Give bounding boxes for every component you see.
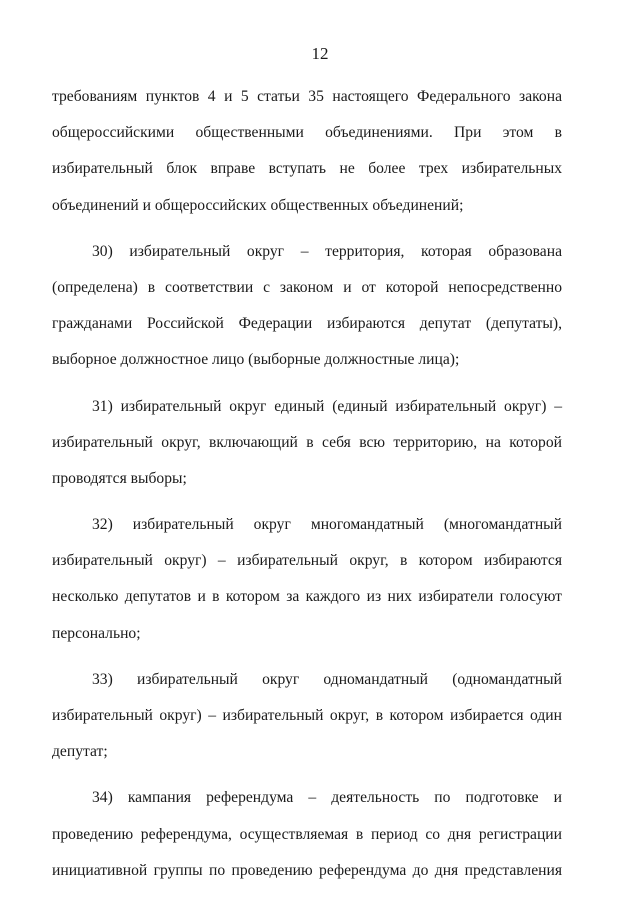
text-line: 30) избирательный округ – территория, которая образована <box>92 242 562 260</box>
text-line: инициативной группы по проведению референдума до дня представления <box>52 861 562 879</box>
text-line: избирательный округ, включающий в себя всю территорию, на которой <box>52 433 562 451</box>
text-line: избирательный округ) – избирательный округ, в котором избираются <box>52 552 562 570</box>
paragraph-33 <box>52 662 562 771</box>
text-line: несколько депутатов и в котором за каждого из них избиратели голосуют <box>52 588 562 606</box>
paragraph-30 <box>52 234 562 379</box>
text-line: избирательный округ) – избирательный округ, в котором избирается один <box>52 707 562 724</box>
text-line: общероссийскими общественными объединениями. При этом в <box>52 124 562 142</box>
text-line: гражданами Российской Федерации избираются депутат (депутаты), <box>52 315 562 333</box>
paragraph-29-continuation <box>52 79 562 224</box>
text-line: выборное должностное лицо (выборные должностные лица); <box>52 351 460 369</box>
text-line: проведению референдума, осуществляемая в период со дня регистрации <box>52 825 562 843</box>
text-line: 33) избирательный округ одномандатный (одномандатный <box>92 670 562 688</box>
text-line: 32) избирательный округ многомандатный (многомандатный <box>92 516 562 534</box>
text-line: объединений и общероссийских общественных объединений; <box>52 196 464 214</box>
text-line: депутат; <box>52 743 108 761</box>
paragraph-34 <box>52 780 562 889</box>
paragraph-31 <box>52 389 562 498</box>
text-line: избирательный блок вправе вступать не более трех избирательных <box>52 160 562 178</box>
paragraph-32 <box>52 507 562 652</box>
document-body <box>52 79 562 889</box>
text-line: персонально; <box>52 624 141 642</box>
text-line: (определена) в соответствии с законом и от которой непосредственно <box>52 278 562 296</box>
text-line: требованиям пунктов 4 и 5 статьи 35 настоящего Федерального закона <box>52 88 562 105</box>
page-number: 12 <box>311 44 329 63</box>
text-line: 31) избирательный округ единый (единый избирательный округ) – <box>92 397 562 415</box>
text-line: 34) кампания референдума – деятельность по подготовке и <box>92 789 562 807</box>
text-line: проводятся выборы; <box>52 469 187 487</box>
